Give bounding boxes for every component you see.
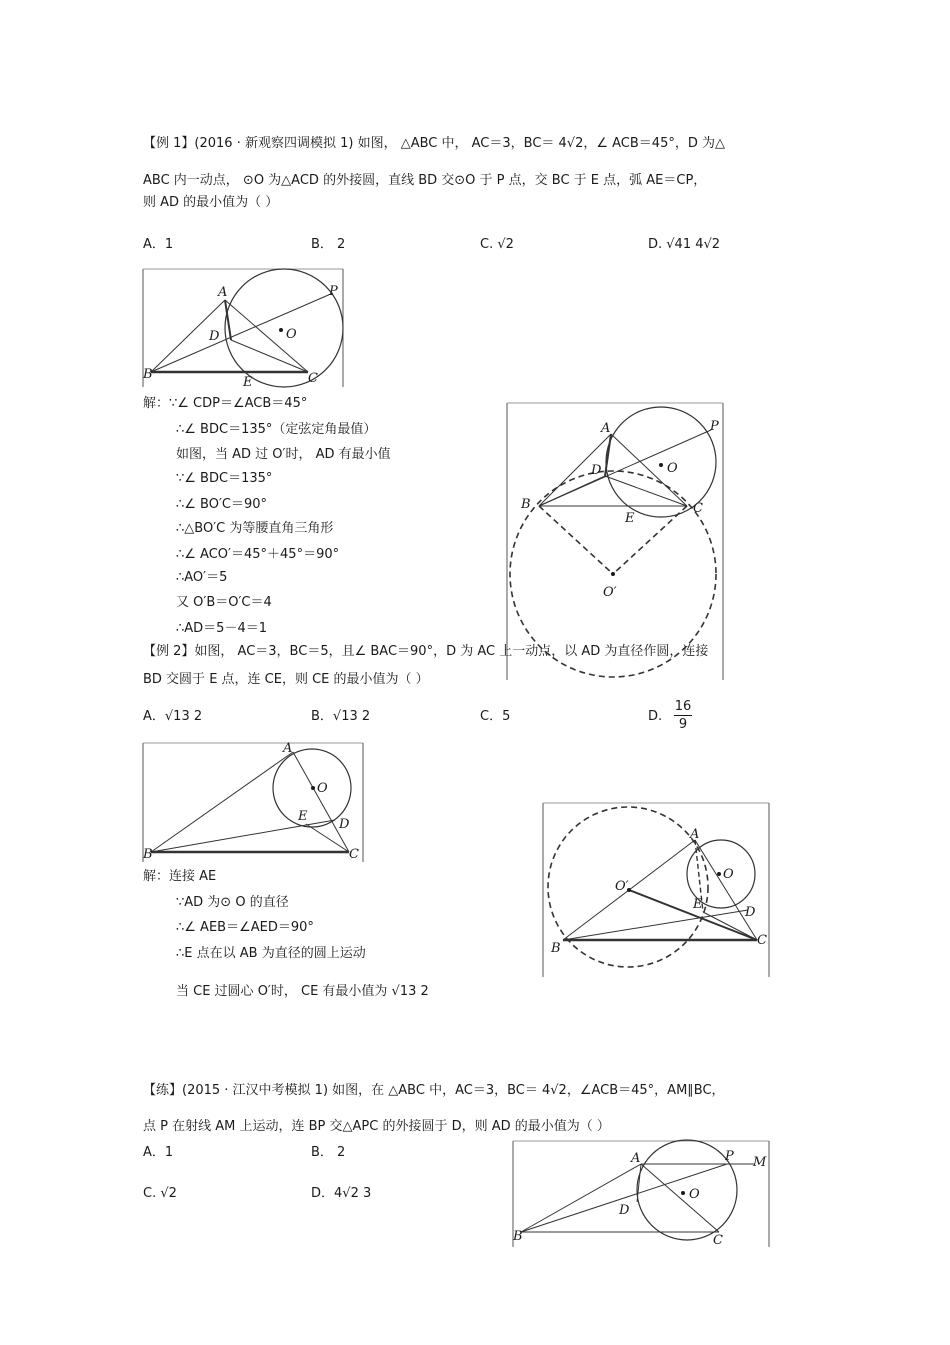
- ex2-option-c: C．5: [480, 709, 511, 724]
- sol1-line-5: ∴△BO′C 为等腰直角三角形: [176, 521, 334, 536]
- sol1-line-4: ∴∠ BO′C＝90°: [176, 497, 268, 512]
- sol2-line-3: ∴E 点在以 AB 为直径的圆上运动: [176, 946, 366, 961]
- ex1-line3: 则 AD 的最小值为（ ）: [143, 195, 279, 210]
- label-a: A: [283, 741, 293, 756]
- sol1-line-1: ∴∠ BDC＝135°（定弦定角最值）: [176, 422, 377, 437]
- prac-line1: 【练】(2015 · 江汉中考模拟 1) 如图，在 △ABC 中，AC＝3，BC＝ 4√2，∠ACB＝45°，AM∥BC，: [143, 1083, 725, 1098]
- label-b: B: [521, 497, 531, 512]
- ex2-figure: [143, 742, 365, 864]
- ex1-option-a: A．1: [143, 237, 174, 252]
- sol1-line-6: ∴∠ ACO′＝45°＋45°＝90°: [176, 547, 340, 562]
- prac-option-b: B． 2: [311, 1145, 346, 1160]
- prac-figure: [513, 1140, 771, 1248]
- label-e: E: [243, 375, 253, 390]
- ex2-option-a: A．√13 2: [143, 709, 203, 724]
- sol1-line-7: ∴AO′＝5: [176, 570, 228, 585]
- label-a: A: [601, 421, 611, 436]
- prac-option-a: A．1: [143, 1145, 174, 1160]
- ex1-option-c: C. √2: [480, 237, 514, 252]
- label-o: O: [723, 867, 734, 882]
- ex1-line2: ABC 内一动点， ⊙O 为△ACD 的外接圆，直线 BD 交⊙O 于 P 点，交 BC 于 E 点，弧 AE＝CP，: [143, 173, 707, 188]
- sol1-line-2: 如图，当 AD 过 O′时， AD 有最小值: [176, 447, 391, 462]
- sol2-line-0: 解：连接 AE: [143, 869, 217, 884]
- ex2-option-d: D.: [648, 709, 663, 724]
- label-e: E: [298, 809, 308, 824]
- label-d: D: [339, 817, 350, 832]
- label-m: M: [753, 1155, 767, 1170]
- ex2-line2: BD 交圆于 E 点，连 CE，则 CE 的最小值为（ ）: [143, 672, 429, 687]
- prac-line2: 点 P 在射线 AM 上运动，连 BP 交△APC 的外接圆于 D，则 AD 的最小值为（ ）: [143, 1119, 610, 1134]
- ex2-option-b: B．√13 2: [311, 709, 371, 724]
- label-b: B: [551, 941, 561, 956]
- prac-option-d: D．4√2 3: [311, 1186, 372, 1201]
- label-a: A: [690, 827, 700, 842]
- label-a: A: [631, 1151, 641, 1166]
- label-b: B: [143, 847, 153, 862]
- label-c: C: [349, 847, 359, 862]
- prac-option-c: C. √2: [143, 1186, 177, 1201]
- label-p: P: [710, 419, 719, 434]
- sol2-line-4: 当 CE 过圆心 O′时， CE 有最小值为 √13 2: [176, 984, 429, 999]
- sol2-line-2: ∴∠ AEB＝∠AED＝90°: [176, 920, 314, 935]
- sol1-line-3: ∵∠ BDC＝135°: [176, 471, 273, 486]
- ex1-figure: [143, 268, 345, 388]
- sol1-figure: [507, 402, 725, 682]
- label-o: O: [317, 781, 328, 796]
- label-c: C: [308, 371, 318, 386]
- label-c: C: [693, 501, 703, 516]
- label-o-prime: O′: [615, 879, 629, 894]
- label-o-prime: O′: [603, 585, 617, 600]
- sol2-figure: [543, 802, 771, 978]
- ex2-line1: 【例 2】如图， AC＝3，BC＝5，且∠ BAC＝90°，D 为 AC 上一动点，以 AD 为直径作圆，连接: [143, 644, 709, 659]
- label-b: B: [143, 367, 153, 382]
- label-a: A: [218, 285, 228, 300]
- fraction-denominator: 9: [678, 717, 688, 732]
- label-o: O: [667, 461, 678, 476]
- label-d: D: [619, 1203, 630, 1218]
- label-d: D: [209, 329, 220, 344]
- label-o: O: [286, 327, 297, 342]
- label-o: O: [689, 1187, 700, 1202]
- ex1-option-b: B． 2: [311, 237, 346, 252]
- sol1-line-8: 又 O′B＝O′C＝4: [176, 595, 272, 610]
- label-b: B: [513, 1229, 523, 1244]
- label-c: C: [757, 933, 767, 948]
- ex2-option-d-fraction: [674, 699, 692, 732]
- label-p: P: [329, 284, 338, 299]
- label-c: C: [713, 1233, 723, 1248]
- ex1-option-d: D. √41 4√2: [648, 237, 721, 252]
- ex1-line1: 【例 1】(2016 · 新观察四调模拟 1) 如图， △ABC 中， AC＝3，BC＝ 4√2，∠ ACB＝45°，D 为△: [143, 136, 725, 151]
- sol1-line-9: ∴AD＝5－4＝1: [176, 621, 267, 636]
- label-p: P: [725, 1149, 734, 1164]
- label-d: D: [591, 463, 602, 478]
- sol2-line-1: ∵AD 为⊙ O 的直径: [176, 895, 289, 910]
- label-e: E: [625, 511, 635, 526]
- sol1-line-0: 解：∵∠ CDP＝∠ACB＝45°: [143, 396, 308, 411]
- fraction-numerator: 16: [674, 699, 692, 714]
- label-d: D: [745, 905, 756, 920]
- label-e: E: [693, 897, 703, 912]
